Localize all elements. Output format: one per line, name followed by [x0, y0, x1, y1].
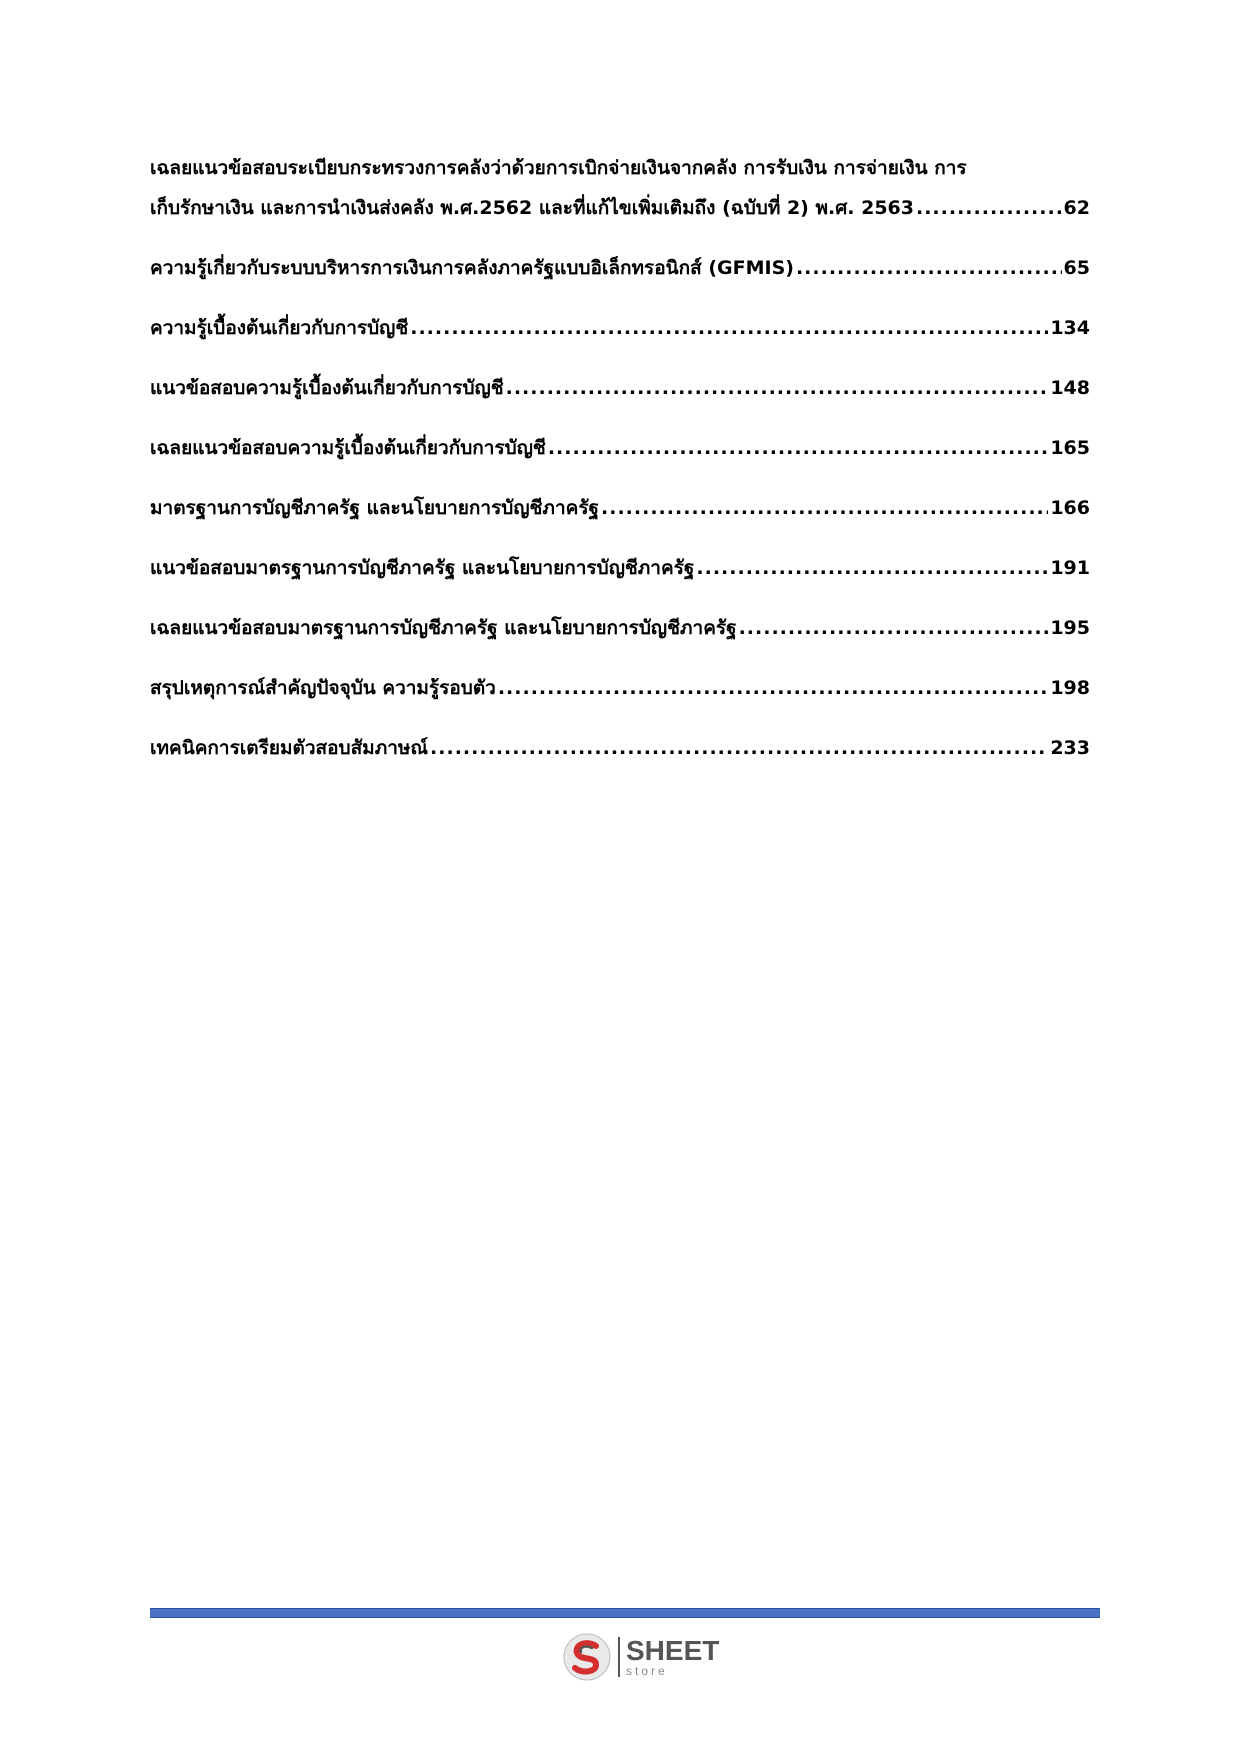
- dot-leader: [506, 368, 1049, 408]
- dot-leader: [739, 608, 1049, 648]
- toc-entry-title: ความรู้เกี่ยวกับระบบบริหารการเงินการคลังภาครัฐแบบอิเล็กทรอนิกส์ (GFMIS): [150, 257, 794, 279]
- toc-entry-title: เทคนิคการเตรียมตัวสอบสัมภาษณ์: [150, 737, 429, 759]
- toc-page-number: 134: [1050, 317, 1090, 339]
- dot-leader: [601, 488, 1048, 528]
- logo-word: SHEET: [626, 1635, 720, 1666]
- table-of-contents: [150, 148, 1090, 788]
- toc-entry-title: สรุปเหตุการณ์สำคัญปัจจุบัน ความรู้รอบตัว: [150, 677, 496, 699]
- toc-entry: [150, 668, 1090, 708]
- dot-leader: [548, 428, 1049, 468]
- toc-page-number: 148: [1050, 377, 1090, 399]
- toc-page-number: 62: [1063, 197, 1090, 219]
- toc-entry-title: เฉลยแนวข้อสอบมาตรฐานการบัญชีภาครัฐ และนโยบายการบัญชีภาครัฐ: [150, 617, 737, 639]
- toc-entry: [150, 548, 1090, 588]
- dot-leader: [696, 548, 1048, 588]
- toc-entry-title-line1: เฉลยแนวข้อสอบระเบียบกระทรวงการคลังว่าด้วยการเบิกจ่ายเงินจากคลัง การรับเงิน การจ่ายเงิน การ: [150, 157, 967, 179]
- logo-text: [626, 1637, 719, 1677]
- logo-subword: store: [626, 1664, 668, 1678]
- toc-page-number: 191: [1050, 557, 1090, 579]
- toc-entry: [150, 368, 1090, 408]
- toc-entry-title-line2: เก็บรักษาเงิน และการนำเงินส่งคลัง พ.ศ.2562 และที่แก้ไขเพิ่มเติมถึง (ฉบับที่ 2) พ.ศ. 2563: [150, 197, 914, 219]
- toc-entry: [150, 608, 1090, 648]
- toc-page-number: 195: [1050, 617, 1090, 639]
- footer-divider-bar: [150, 1608, 1100, 1618]
- toc-entry-first: [150, 148, 1090, 228]
- dot-leader: [916, 188, 1062, 228]
- dot-leader: [796, 248, 1062, 288]
- toc-entry: [150, 488, 1090, 528]
- dot-leader: [498, 668, 1048, 708]
- toc-entry-line2: [150, 188, 1090, 228]
- toc-entry: [150, 428, 1090, 468]
- toc-entry-title: ความรู้เบื้องต้นเกี่ยวกับการบัญชี: [150, 317, 409, 339]
- toc-entry: [150, 728, 1090, 768]
- toc-page-number: 166: [1050, 497, 1090, 519]
- dot-leader: [430, 728, 1048, 768]
- toc-page-number: 165: [1050, 437, 1090, 459]
- toc-entry-title: แนวข้อสอบมาตรฐานการบัญชีภาครัฐ และนโยบายการบัญชีภาครัฐ: [150, 557, 695, 579]
- toc-entry-title: มาตรฐานการบัญชีภาครัฐ และนโยบายการบัญชีภาครัฐ: [150, 497, 600, 519]
- toc-entry-title: แนวข้อสอบความรู้เบื้องต้นเกี่ยวกับการบัญชี: [150, 377, 504, 399]
- toc-entry-title: เฉลยแนวข้อสอบความรู้เบื้องต้นเกี่ยวกับการบัญชี: [150, 437, 546, 459]
- toc-entry: [150, 308, 1090, 348]
- dot-leader: [410, 308, 1048, 348]
- toc-entry: [150, 248, 1090, 288]
- toc-page-number: 198: [1050, 677, 1090, 699]
- logo-separator: [618, 1637, 620, 1677]
- toc-page-number: 233: [1050, 737, 1090, 759]
- toc-page-number: 65: [1063, 257, 1090, 279]
- footer-logo: [562, 1632, 719, 1682]
- sheet-store-logo-icon: [562, 1632, 612, 1682]
- toc-list: [150, 248, 1090, 768]
